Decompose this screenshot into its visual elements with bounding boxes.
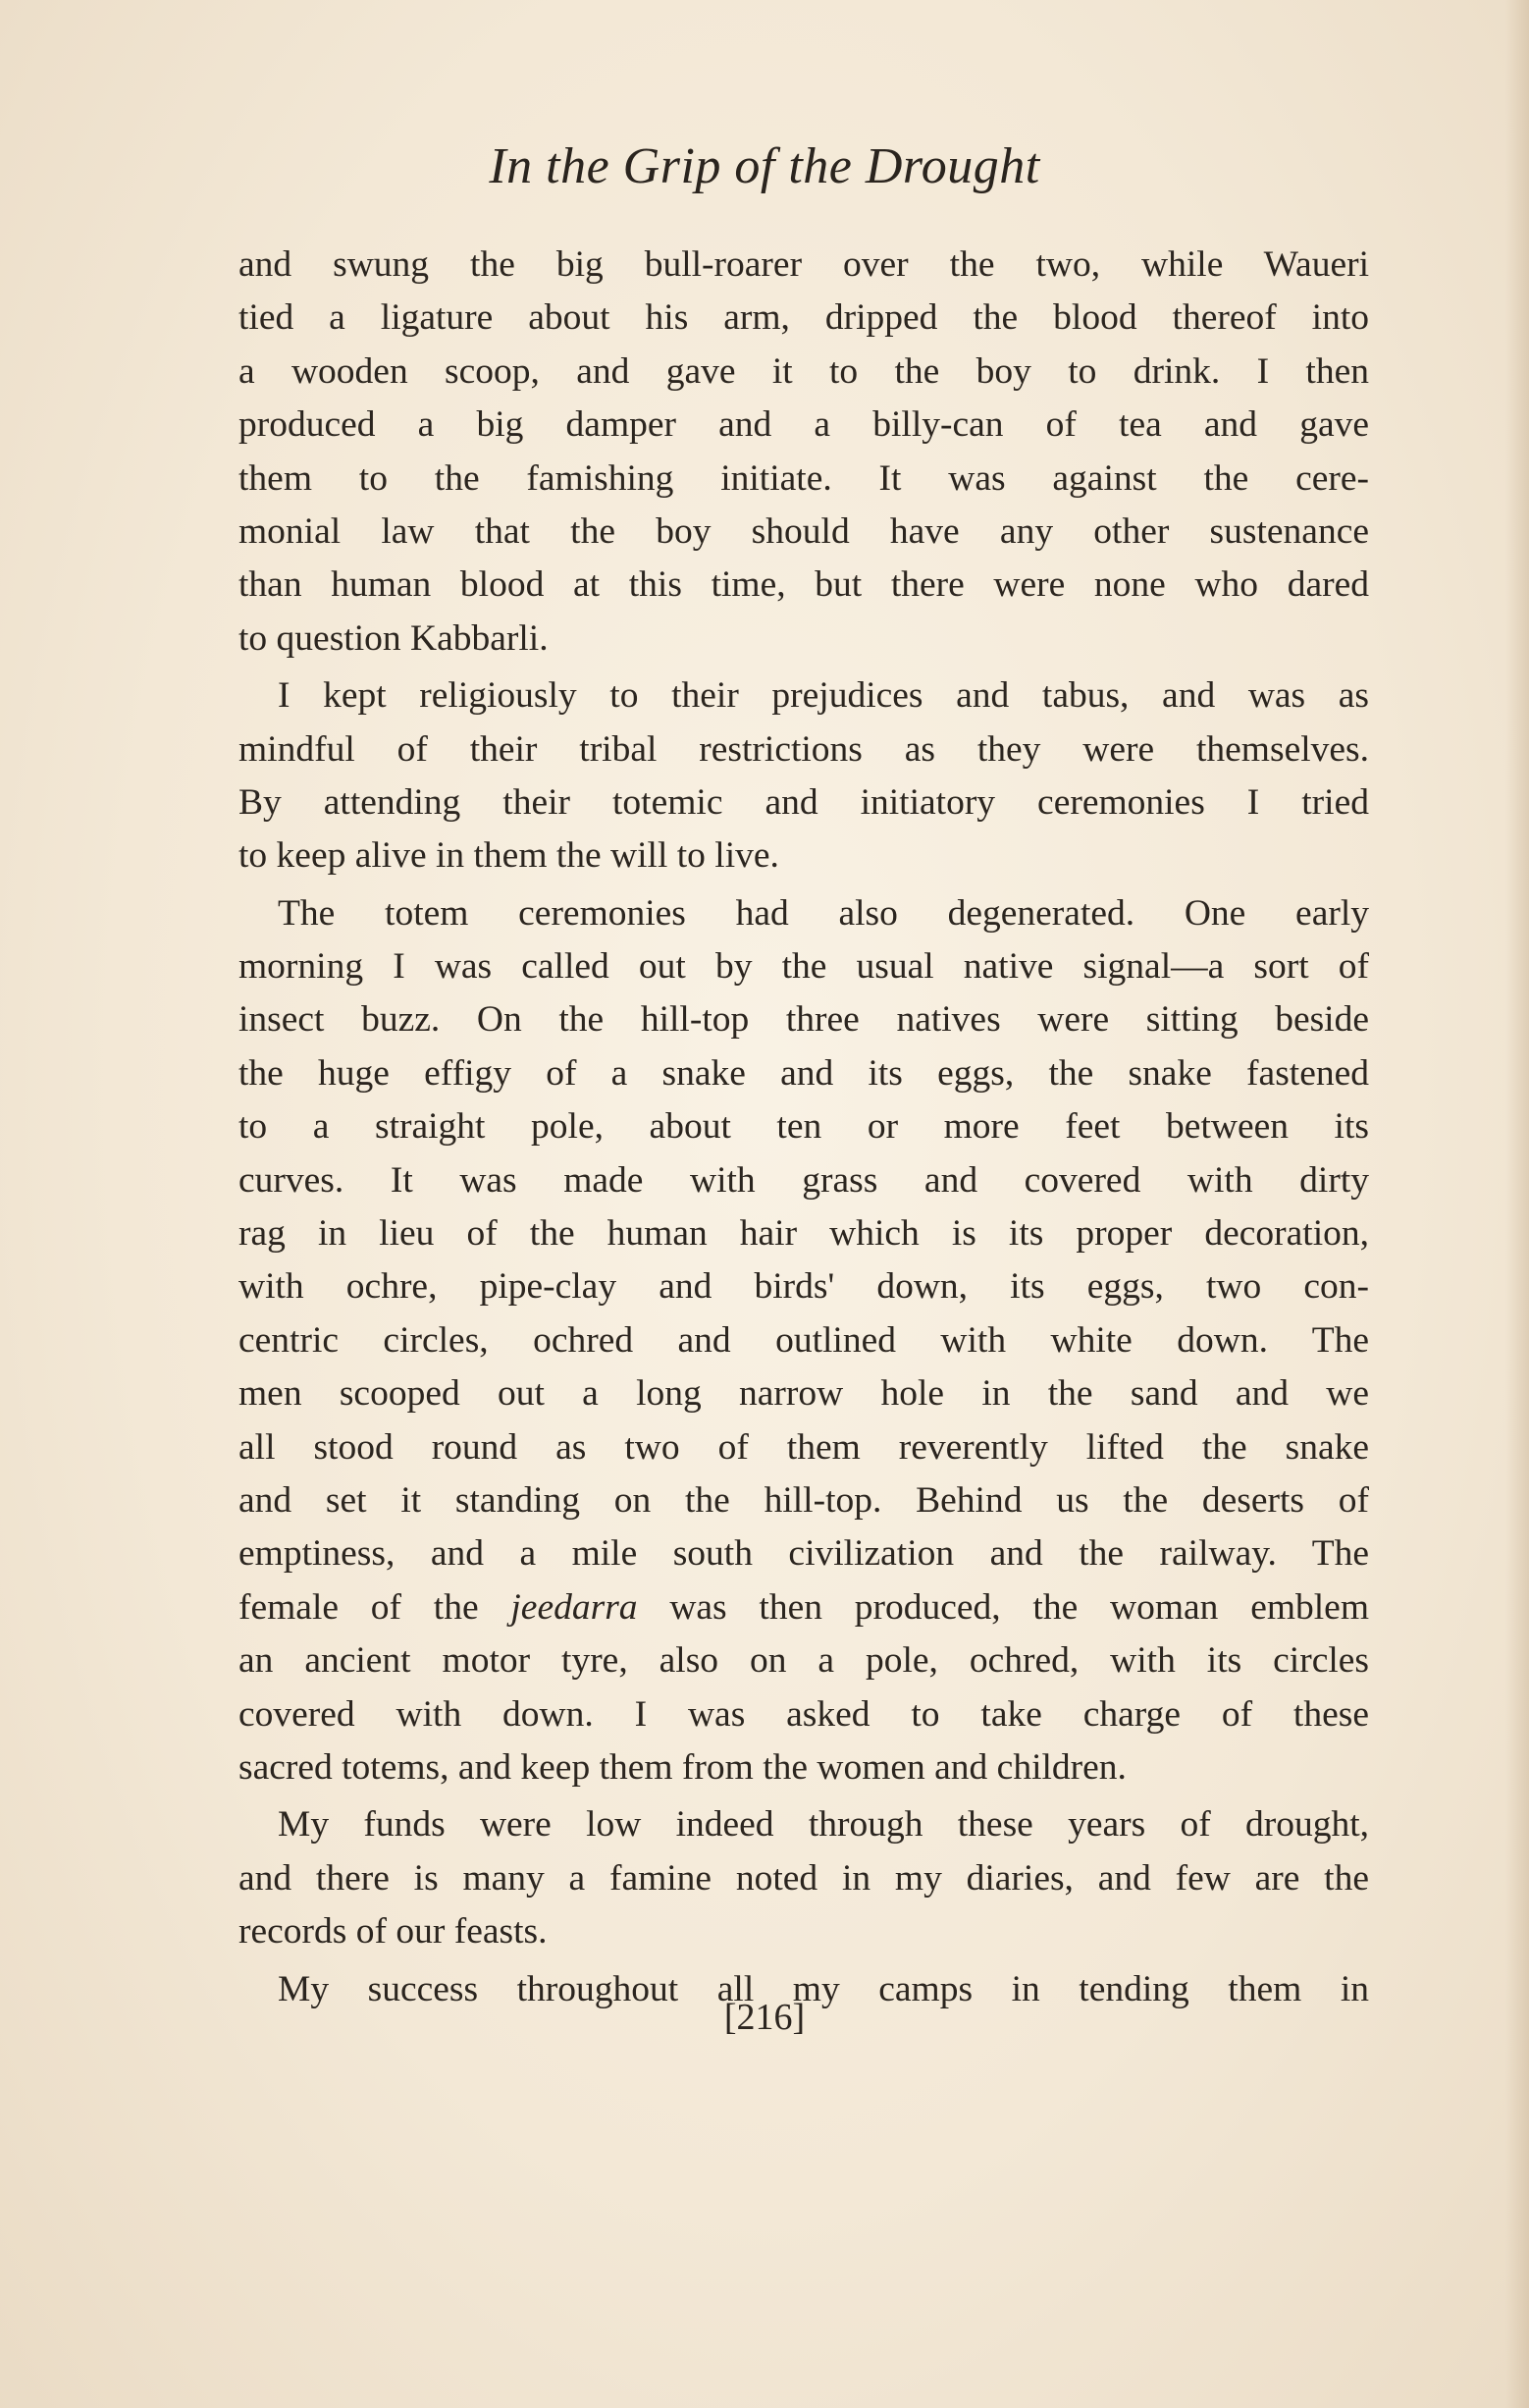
text-line: a wooden scoop, and gave it to the boy to drink. I then (238, 350, 1369, 392)
text-run: was then produced, the woman emblem (637, 1586, 1369, 1628)
body-text (238, 239, 1369, 2016)
running-header: In the Grip of the Drought (489, 138, 1040, 194)
text-line: morning I was called out by the usual native signal—a sort of (238, 946, 1369, 988)
text-line: sacred totems, and keep them from the women and children. (238, 1746, 1127, 1788)
text-line: the huge effigy of a snake and its eggs, the snake fastened (238, 1052, 1369, 1094)
paragraph-2 (238, 669, 1369, 883)
text-line: produced a big damper and a billy-can of tea and gave (238, 404, 1369, 446)
page-number: [216] (723, 1997, 806, 2038)
text-line: and set it standing on the hill-top. Behind us the deserts of (238, 1479, 1369, 1521)
text-line: to question Kabbarli. (238, 617, 549, 659)
text-line-with-italic (238, 1581, 1369, 1634)
text-run: female of the (238, 1586, 511, 1628)
text-line: an ancient motor tyre, also on a pole, ochred, with its circles (238, 1640, 1369, 1682)
text-line: covered with down. I was asked to take charge of these (238, 1693, 1369, 1735)
text-line: and swung the big bull-roarer over the two, while Waueri (238, 244, 1369, 285)
text-line: all stood round as two of them reverently lifted the snake (238, 1426, 1369, 1468)
text-line: with ochre, pipe-clay and birds' down, its eggs, two con- (238, 1266, 1369, 1308)
paragraph-1 (238, 239, 1369, 666)
text-line: men scooped out a long narrow hole in the sand and we (238, 1373, 1369, 1415)
text-line: than human blood at this time, but there were none who dared (238, 564, 1369, 606)
text-line: monial law that the boy should have any other sustenance (238, 510, 1369, 552)
text-line: centric circles, ochred and outlined with white down. The (238, 1319, 1369, 1361)
text-line: My success throughout all my camps in tending them in (278, 1968, 1369, 2009)
text-line: emptiness, and a mile south civilization and the railway. The (238, 1533, 1369, 1575)
text-line: curves. It was made with grass and covered with dirty (238, 1159, 1369, 1201)
text-line: and there is many a famine noted in my diaries, and few are the (238, 1857, 1369, 1899)
paragraph-3 (238, 887, 1369, 1795)
page-edge-shadow (1505, 0, 1529, 2408)
text-line: them to the famishing initiate. It was against the cere- (238, 457, 1369, 499)
paragraph-4 (238, 1798, 1369, 1958)
text-line: records of our feasts. (238, 1911, 548, 1953)
text-line: I kept religiously to their prejudices and tabus, and was as (278, 675, 1369, 717)
text-line: tied a ligature about his arm, dripped the blood thereof into (238, 297, 1369, 339)
text-line: mindful of their tribal restrictions as they were themselves. (238, 728, 1369, 770)
text-line: insect buzz. On the hill-top three natives were sitting beside (238, 999, 1369, 1041)
text-line: By attending their totemic and initiatory ceremonies I tried (238, 781, 1369, 823)
text-line: My funds were low indeed through these years of drought, (278, 1804, 1369, 1846)
text-line: rag in lieu of the human hair which is its proper decoration, (238, 1213, 1369, 1255)
text-line: to keep alive in them the will to live. (238, 835, 779, 877)
italic-term: jeedarra (510, 1586, 638, 1628)
text-line: to a straight pole, about ten or more feet between its (238, 1106, 1369, 1148)
text-line: The totem ceremonies had also degenerated. One early (278, 892, 1369, 934)
